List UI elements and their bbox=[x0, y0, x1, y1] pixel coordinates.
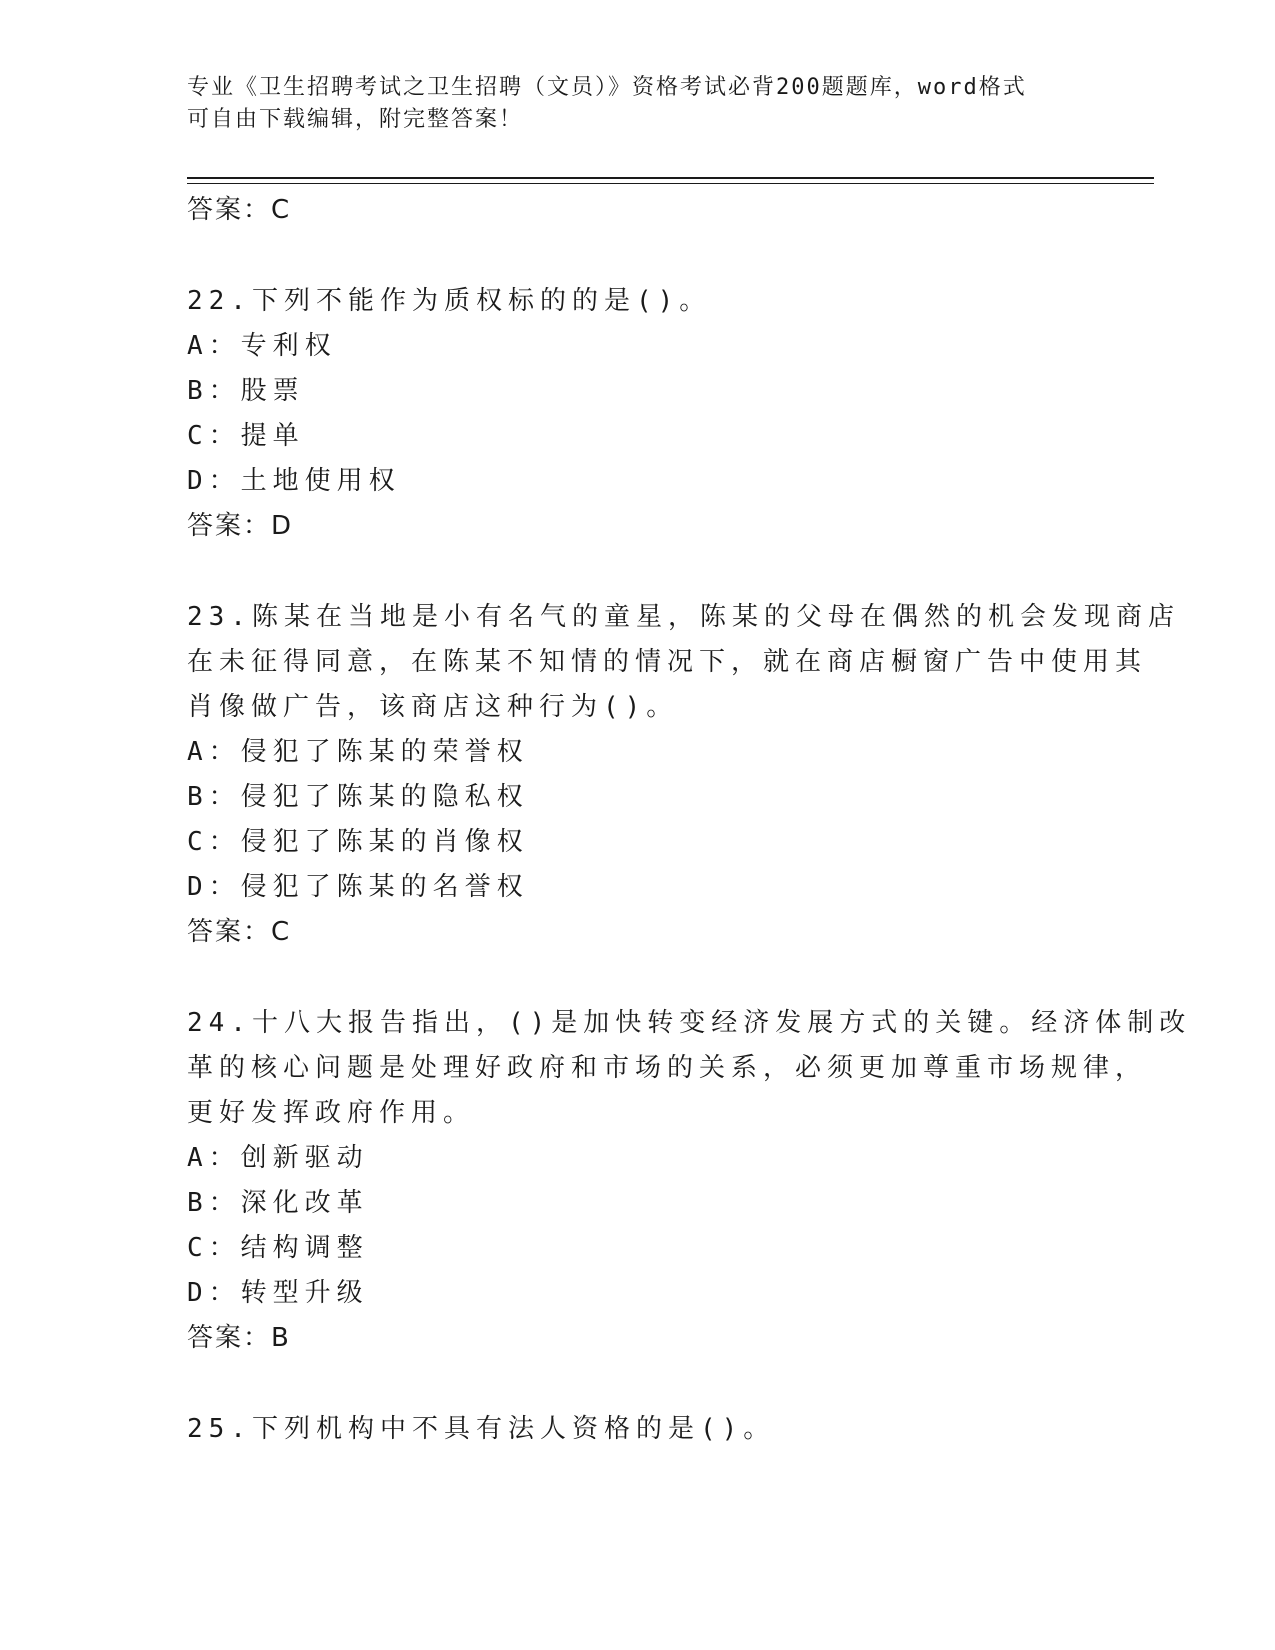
question-23-option-b: B：侵犯了陈某的隐私权 bbox=[187, 782, 529, 812]
answer-22: 答案：D bbox=[187, 511, 294, 541]
header-line-1: 专业《卫生招聘考试之卫生招聘（文员）》资格考试必背200题题库，word格式 bbox=[187, 75, 1027, 100]
spacer bbox=[187, 955, 1107, 1001]
spacer bbox=[187, 233, 1107, 279]
question-23-text bbox=[187, 595, 1180, 730]
question-23-option-d: D：侵犯了陈某的名誉权 bbox=[187, 872, 529, 902]
question-22-option-c: C：提单 bbox=[187, 421, 305, 451]
question-23-line: 肖像做广告，该商店这种行为()。 bbox=[187, 692, 679, 722]
question-24-option-a: A：创新驱动 bbox=[187, 1143, 369, 1173]
spacer bbox=[187, 549, 1107, 595]
header-rule-thick bbox=[187, 177, 1154, 179]
question-24-text bbox=[187, 1001, 1192, 1136]
question-24-line: 更好发挥政府作用。 bbox=[187, 1098, 476, 1128]
question-23-line: 在未征得同意，在陈某不知情的情况下，就在商店橱窗广告中使用其 bbox=[187, 647, 1148, 677]
header-rule-thin bbox=[187, 183, 1154, 184]
question-22-line: 22.下列不能作为质权标的的是()。 bbox=[187, 286, 712, 316]
question-22-option-d: D：土地使用权 bbox=[187, 466, 401, 496]
question-24-line: 革的核心问题是处理好政府和市场的关系，必须更加尊重市场规律， bbox=[187, 1053, 1148, 1083]
answer-21: 答案：C bbox=[187, 195, 292, 225]
question-list bbox=[187, 188, 1192, 1452]
question-23-option-a: A：侵犯了陈某的荣誉权 bbox=[187, 737, 529, 767]
question-24-option-b: B：深化改革 bbox=[187, 1188, 369, 1218]
question-23-line: 23.陈某在当地是小有名气的童星，陈某的父母在偶然的机会发现商店 bbox=[187, 602, 1180, 632]
header-line-2: 可自由下载编辑，附完整答案！ bbox=[187, 107, 524, 132]
question-22-option-b: B：股票 bbox=[187, 376, 305, 406]
question-24-option-d: D：转型升级 bbox=[187, 1278, 369, 1308]
answer-24: 答案：B bbox=[187, 1323, 291, 1353]
question-24-option-c: C：结构调整 bbox=[187, 1233, 369, 1263]
question-23-option-c: C：侵犯了陈某的肖像权 bbox=[187, 827, 529, 857]
answer-23: 答案：C bbox=[187, 917, 292, 947]
document-header bbox=[187, 72, 1087, 136]
spacer bbox=[187, 1361, 1107, 1407]
question-22-text bbox=[187, 279, 1067, 324]
question-25-text bbox=[187, 1407, 1067, 1452]
question-24-line: 24.十八大报告指出，()是加快转变经济发展方式的关键。经济体制改 bbox=[187, 1008, 1192, 1038]
question-22-option-a: A：专利权 bbox=[187, 331, 337, 361]
question-25-line: 25.下列机构中不具有法人资格的是()。 bbox=[187, 1414, 776, 1444]
